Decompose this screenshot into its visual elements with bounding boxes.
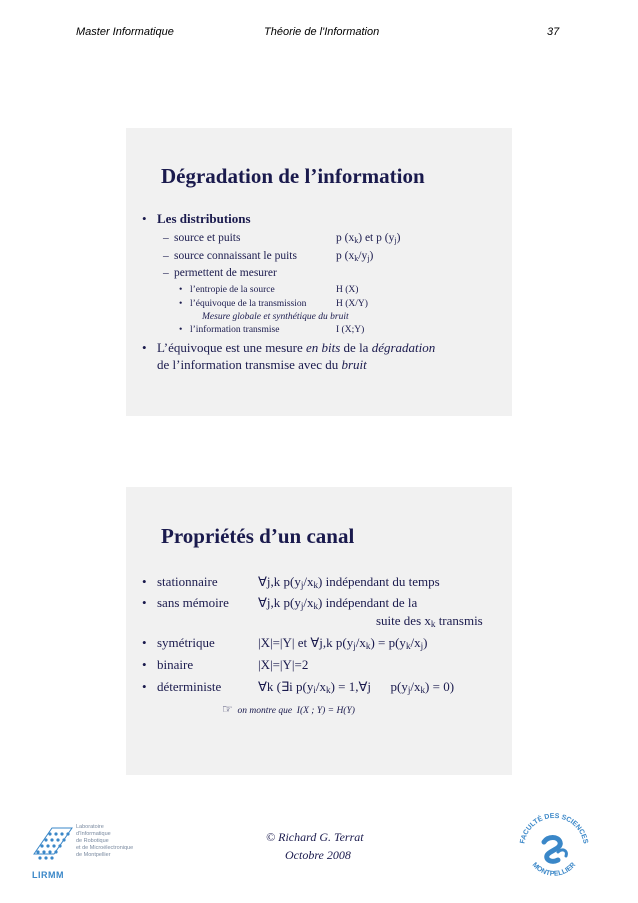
svg-text:MONTPELLIER: MONTPELLIER	[530, 861, 578, 878]
svg-text:FACULTÉ DES SCIENCES: FACULTÉ DES SCIENCES	[519, 812, 589, 845]
lirmm-logo	[30, 820, 150, 882]
slide-proprietes	[126, 487, 512, 775]
faculte-seal-icon	[514, 808, 594, 888]
slide-title: Dégradation de l’information	[161, 164, 425, 188]
header-course: Master Informatique	[76, 26, 174, 38]
subsub-formula: H (X)	[336, 285, 359, 295]
bullet-equivoque-cont: de l’information transmise avec du bruit	[157, 357, 367, 372]
page-number: 37	[547, 26, 560, 38]
result-note: ☞ on montre que I(X ; Y) = H(Y)	[222, 702, 355, 716]
bullet-dot: •	[142, 211, 147, 226]
sub-label: source connaissant le puits	[174, 250, 297, 262]
dash: –	[163, 250, 169, 262]
author-credit: © Richard G. Terrat	[266, 830, 364, 844]
bullet-dot: •	[142, 679, 147, 694]
prop-label: symétrique	[157, 635, 215, 650]
bullet-dot: •	[142, 657, 147, 672]
bullet-dot: •	[179, 299, 183, 309]
subsub-formula: I (X;Y)	[336, 325, 365, 335]
header-subject: Théorie de l'Information	[264, 26, 380, 38]
faculte-logo	[514, 808, 594, 888]
subsub-label: l’équivoque de la transmission	[190, 299, 307, 309]
slide-title: Propriétés d’un canal	[161, 524, 355, 548]
lirmm-name: LIRMM	[32, 870, 64, 880]
sub-formula: p $(x_k/y_j)$	[336, 250, 374, 263]
prop-label: stationnaire	[157, 574, 218, 589]
prop-formula: ∀j,k $p(y_j/x_k)$ indépendant du temps	[258, 574, 440, 590]
bullet-dot: •	[142, 635, 147, 650]
sub-formula: p $(x_k)$ et p $(y_j)$	[336, 232, 401, 245]
date: Octobre 2008	[285, 848, 351, 862]
dash: –	[163, 232, 169, 244]
sub-label: permettent de mesurer	[174, 267, 277, 279]
bullet-dot: •	[179, 285, 183, 295]
bullet-distributions: Les distributions	[157, 211, 251, 226]
prop-label: binaire	[157, 657, 194, 672]
sub-label: source et puits	[174, 232, 241, 244]
subsub-label: l’information transmise	[190, 325, 280, 335]
prop-formula: ∀j,k $p(y_j/x_k)$ indépendant de la	[258, 595, 418, 611]
prop-label: déterministe	[157, 679, 222, 694]
prop-label: sans mémoire	[157, 595, 229, 610]
prop-formula: |X|=|Y|=2	[258, 657, 309, 672]
prop-formula: |X|=|Y| et ∀j,k $p(y_j/x_k) = p(y_k/x_j)$	[258, 635, 428, 651]
bullet-dot: •	[142, 574, 147, 589]
slide-degradation	[126, 128, 512, 416]
dash: –	[163, 267, 169, 279]
bullet-equivoque: L’équivoque est une mesure en bits de la dégradation	[157, 340, 436, 355]
bullet-dot: •	[142, 340, 147, 355]
bullet-dot: •	[179, 325, 183, 335]
noise-note: Mesure globale et synthétique du bruit	[202, 312, 349, 322]
lirmm-grid-icon	[32, 822, 74, 866]
subsub-formula: H (X/Y)	[336, 299, 368, 309]
pointing-hand-icon: ☞	[222, 702, 233, 716]
prop-formula: ∀k (∃i $p(y_i/x_k)$ = 1,∀j $p(y_j/x_k) = 0$)	[258, 679, 455, 695]
bullet-dot: •	[142, 595, 147, 610]
subsub-label: l’entropie de la source	[190, 285, 275, 295]
lirmm-lines: Laboratoire d'Informatique de Robotique et de Microélectronique de Montpellier	[76, 824, 134, 858]
prop-formula-cont: suite des $x_k$ transmis	[376, 613, 483, 629]
